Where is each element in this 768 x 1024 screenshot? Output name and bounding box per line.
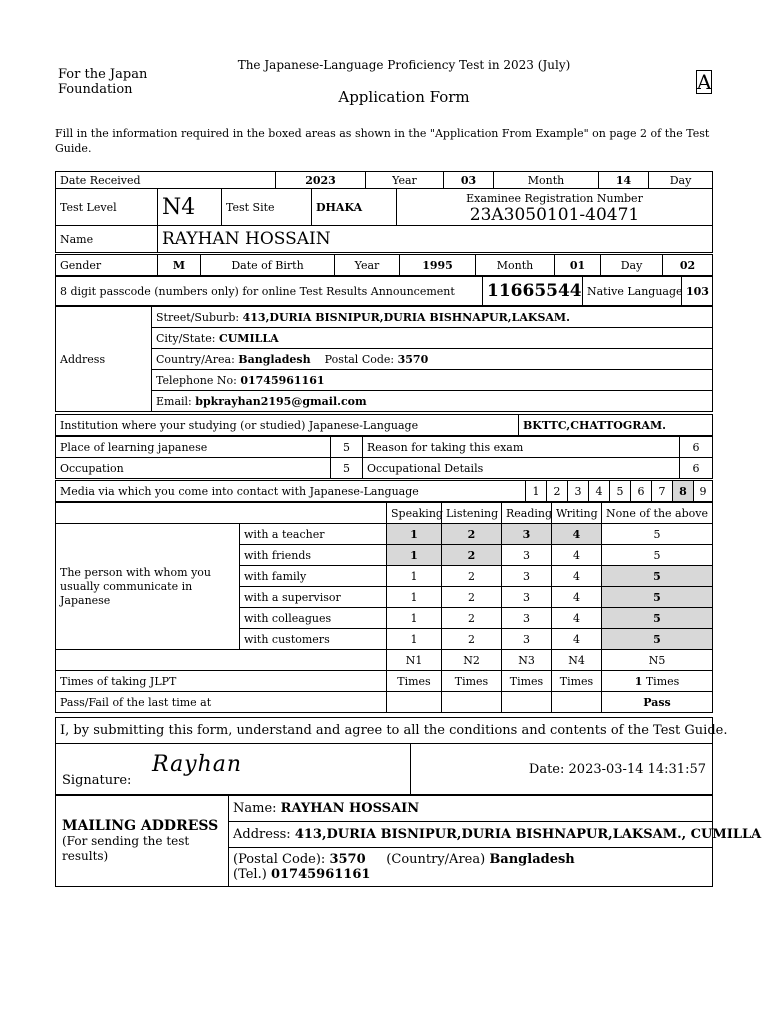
registration-number: 23A3050101-40471 xyxy=(469,205,640,225)
email-value: bpkrayhan2195@gmail.com xyxy=(195,394,367,408)
day-label: Day xyxy=(649,172,713,189)
telephone-row xyxy=(152,370,713,391)
mailing-country-label: (Country/Area) xyxy=(386,852,486,867)
mailing-contact-row xyxy=(229,848,713,887)
table-cell: 5 xyxy=(602,608,713,629)
media-option-selected: 8 xyxy=(673,481,694,502)
dob-year: 1995 xyxy=(400,255,476,276)
mailing-address-row xyxy=(229,822,762,848)
name-label: Name xyxy=(56,226,158,253)
mailing-name-label: Name: xyxy=(233,801,277,816)
gender-value: M xyxy=(158,255,201,276)
mailing-name-row xyxy=(229,796,713,822)
passcode-value: 11665544 xyxy=(483,277,583,306)
dob-label: Date of Birth xyxy=(201,255,335,276)
year-label: Year xyxy=(366,172,444,189)
media-option: 1 xyxy=(526,481,547,502)
passfail-n2 xyxy=(442,692,502,713)
date-received-month: 03 xyxy=(444,172,494,189)
mailing-tel-label: (Tel.) xyxy=(233,867,267,882)
table-cell: 5 xyxy=(602,545,713,566)
dob-year-label: Year xyxy=(335,255,400,276)
table-cell: 3 xyxy=(502,587,552,608)
street-value: 413,DURIA BISNIPUR,DURIA BISHNAPUR,LAKSAM. xyxy=(242,310,570,324)
mailing-postal-label: (Postal Code): xyxy=(233,852,326,867)
form-title: The Japanese-Language Proficiency Test in 2023 (July) xyxy=(237,58,571,72)
media-option: 3 xyxy=(568,481,589,502)
col-reading: Reading xyxy=(502,503,552,524)
signature-cell xyxy=(56,744,411,795)
postal-label: Postal Code: xyxy=(324,352,395,366)
date-value: 2023-03-14 14:31:57 xyxy=(568,761,707,777)
table-cell: 4 xyxy=(552,566,602,587)
gender-label: Gender xyxy=(56,255,158,276)
agreement-table xyxy=(55,717,728,795)
email-label: Email: xyxy=(156,394,192,408)
media-option: 9 xyxy=(694,481,713,502)
street-row xyxy=(152,307,713,328)
registration-cell xyxy=(397,189,713,226)
institution-label: Institution where your studying (or studied) Japanese-Language xyxy=(56,415,519,436)
table-cell: 4 xyxy=(552,524,602,545)
passcode-table xyxy=(55,276,713,306)
mailing-subtitle: (For sending the test results) xyxy=(62,833,190,863)
instructions: Fill in the information required in the boxed areas as shown in the "Application From Example" on page 2 of the Test Guide. xyxy=(55,127,710,155)
media-table xyxy=(55,480,713,502)
mailing-postal-value: 3570 xyxy=(329,852,366,867)
occupation-details-label: Occupational Details xyxy=(363,458,680,479)
city-label: City/State: xyxy=(156,331,216,345)
table-cell: 2 xyxy=(442,545,502,566)
passfail-n1 xyxy=(387,692,442,713)
month-label: Month xyxy=(494,172,599,189)
institution-value: BKTTC,CHATTOGRAM. xyxy=(519,415,713,436)
passfail-n4 xyxy=(552,692,602,713)
table-cell: 4 xyxy=(552,545,602,566)
table-cell: 1 xyxy=(387,587,442,608)
table-cell: 3 xyxy=(502,608,552,629)
signature-label: Signature: xyxy=(62,773,132,788)
media-option: 7 xyxy=(652,481,673,502)
street-label: Street/Suburb: xyxy=(156,310,240,324)
country-label: Country/Area: xyxy=(156,352,235,366)
times-n3: Times xyxy=(502,671,552,692)
name-value: RAYHAN HOSSAIN xyxy=(158,226,713,253)
level-n4: N4 xyxy=(552,650,602,671)
media-label: Media via which you come into contact with Japanese-Language xyxy=(56,481,526,502)
times-n5-count: 1 xyxy=(634,674,643,688)
date-label: Date: xyxy=(528,761,565,777)
org-label: For the Japan Foundation xyxy=(58,67,148,97)
dob-month-label: Month xyxy=(476,255,555,276)
country-row xyxy=(152,349,713,370)
col-speaking: Speaking xyxy=(387,503,442,524)
city-row xyxy=(152,328,713,349)
col-none: None of the above xyxy=(602,503,713,524)
row-label: with family xyxy=(240,566,387,587)
table-cell: 4 xyxy=(552,587,602,608)
date-received-year: 2023 xyxy=(276,172,366,189)
gender-dob-table xyxy=(55,254,713,276)
mailing-country-value: Bangladesh xyxy=(489,852,575,867)
mailing-tel-value: 01745961161 xyxy=(270,867,371,882)
col-listening: Listening xyxy=(442,503,502,524)
blank-cell xyxy=(56,650,387,671)
table-cell: 1 xyxy=(387,524,442,545)
passfail-n3 xyxy=(502,692,552,713)
form-type-mark: A xyxy=(697,70,712,94)
mailing-header-cell xyxy=(56,796,229,887)
passfail-n5: Pass xyxy=(602,692,713,713)
mailing-address-value: 413,DURIA BISNIPUR,DURIA BISHNAPUR,LAKSAM., CUMILLA xyxy=(294,827,762,842)
signature-image: Rayhan xyxy=(152,752,243,777)
table-cell: 2 xyxy=(442,566,502,587)
table-cell: 5 xyxy=(602,587,713,608)
row-label: with friends xyxy=(240,545,387,566)
passfail-label: Pass/Fail of the last time at xyxy=(56,692,387,713)
telephone-label: Telephone No: xyxy=(156,373,237,387)
agreement-text: I, by submitting this form, understand and agree to all the conditions and contents of the Test Guide. xyxy=(56,718,713,744)
date-received-label: Date Received xyxy=(56,172,276,189)
address-label: Address xyxy=(56,307,152,412)
passcode-label: 8 digit passcode (numbers only) for online Test Results Announcement xyxy=(56,277,483,306)
date-received-day: 14 xyxy=(599,172,649,189)
examinee-info-table xyxy=(55,188,713,253)
media-option: 5 xyxy=(610,481,631,502)
times-n5-unit: Times xyxy=(645,674,680,688)
table-cell: 2 xyxy=(442,587,502,608)
address-table xyxy=(55,306,713,412)
media-option: 6 xyxy=(631,481,652,502)
dob-month: 01 xyxy=(555,255,601,276)
native-language-value: 103 xyxy=(682,277,713,306)
table-cell: 4 xyxy=(552,629,602,650)
blank-cell xyxy=(56,503,387,524)
table-cell: 3 xyxy=(502,524,552,545)
communication-table xyxy=(55,502,713,713)
dob-day-label: Day xyxy=(601,255,663,276)
reason-value: 6 xyxy=(680,437,713,458)
country-value: Bangladesh xyxy=(238,352,311,366)
table-cell: 1 xyxy=(387,545,442,566)
row-label: with a supervisor xyxy=(240,587,387,608)
form-subtitle: Application Form xyxy=(338,88,470,106)
level-n3: N3 xyxy=(502,650,552,671)
level-n1: N1 xyxy=(387,650,442,671)
mailing-title: MAILING ADDRESS xyxy=(62,817,219,834)
level-n5: N5 xyxy=(602,650,713,671)
times-n4: Times xyxy=(552,671,602,692)
mailing-name-value: RAYHAN HOSSAIN xyxy=(280,801,420,816)
occupation-value: 5 xyxy=(331,458,363,479)
registration-label: Examinee Registration Number xyxy=(466,192,643,205)
level-n2: N2 xyxy=(442,650,502,671)
city-value: CUMILLA xyxy=(218,331,279,345)
table-cell: 5 xyxy=(602,566,713,587)
table-cell: 1 xyxy=(387,566,442,587)
occupation-details-value: 6 xyxy=(680,458,713,479)
table-cell: 2 xyxy=(442,608,502,629)
media-option: 2 xyxy=(547,481,568,502)
row-label: with a teacher xyxy=(240,524,387,545)
times-n1: Times xyxy=(387,671,442,692)
native-language-label: Native Language xyxy=(583,277,682,306)
table-cell: 4 xyxy=(552,608,602,629)
table-cell: 3 xyxy=(502,566,552,587)
table-cell: 2 xyxy=(442,629,502,650)
place-value: 5 xyxy=(331,437,363,458)
reason-label: Reason for taking this exam xyxy=(363,437,680,458)
row-label: with colleagues xyxy=(240,608,387,629)
table-cell: 3 xyxy=(502,629,552,650)
institution-table xyxy=(55,414,713,436)
postal-value: 3570 xyxy=(397,352,429,366)
place-label: Place of learning japanese xyxy=(56,437,331,458)
date-received-table xyxy=(55,171,713,189)
media-option: 4 xyxy=(589,481,610,502)
communicate-label: The person with whom you usually communicate in Japanese xyxy=(56,524,240,650)
table-cell: 5 xyxy=(602,524,713,545)
table-cell: 1 xyxy=(387,608,442,629)
email-row xyxy=(152,391,713,412)
signature-date-cell xyxy=(411,744,713,795)
col-writing: Writing xyxy=(552,503,602,524)
table-cell: 2 xyxy=(442,524,502,545)
telephone-value: 01745961161 xyxy=(240,373,325,387)
row-label: with customers xyxy=(240,629,387,650)
test-level-value: N4 xyxy=(158,189,222,226)
times-n2: Times xyxy=(442,671,502,692)
occupation-label: Occupation xyxy=(56,458,331,479)
table-cell: 5 xyxy=(602,629,713,650)
times-label: Times of taking JLPT xyxy=(56,671,387,692)
mailing-table xyxy=(55,795,762,887)
times-n5 xyxy=(602,671,713,692)
dob-day: 02 xyxy=(663,255,713,276)
test-site-value: DHAKA xyxy=(312,189,397,226)
test-site-label: Test Site xyxy=(222,189,312,226)
table-cell: 1 xyxy=(387,629,442,650)
mailing-address-label: Address: xyxy=(233,827,291,842)
table-cell: 3 xyxy=(502,545,552,566)
test-level-label: Test Level xyxy=(56,189,158,226)
place-occupation-table xyxy=(55,436,713,479)
